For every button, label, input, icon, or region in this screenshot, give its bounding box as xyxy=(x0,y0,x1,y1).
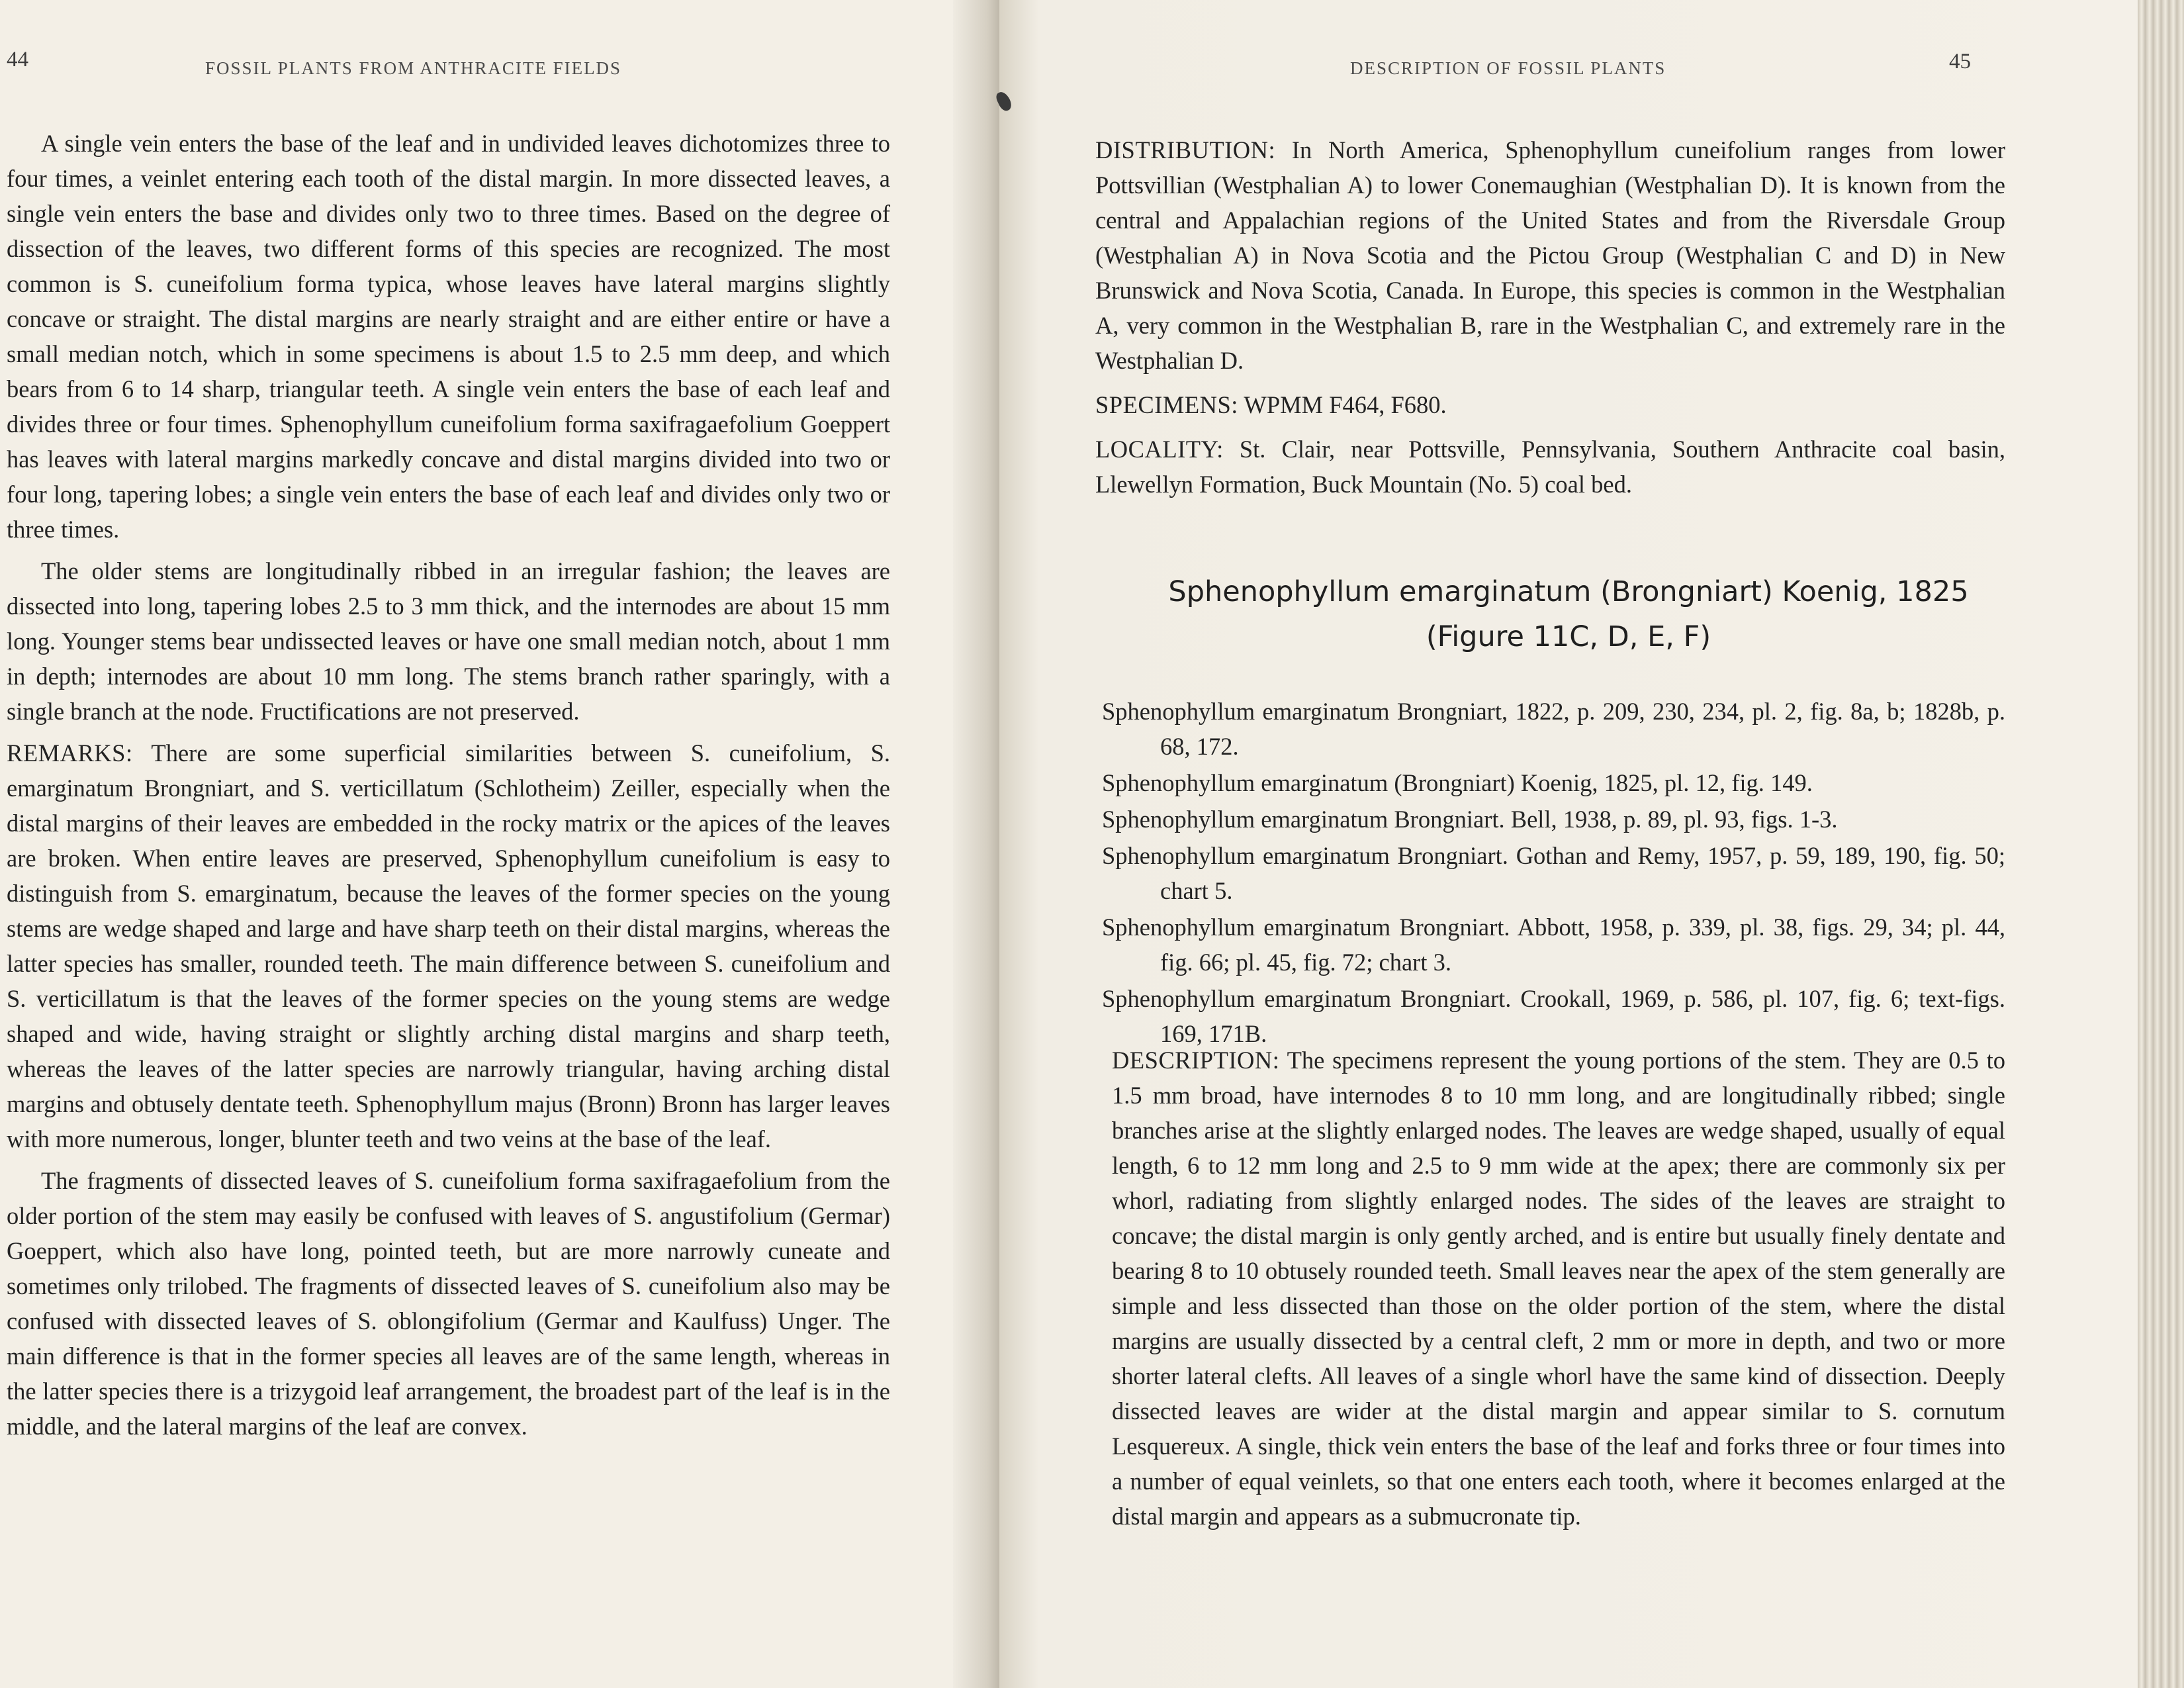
paragraph-text: WPMM F464, F680. xyxy=(1244,391,1447,418)
left-text-column xyxy=(7,126,890,1450)
section-label: REMARKS: xyxy=(7,739,133,767)
paragraph: The fragments of dissected leaves of S. cuneifolium forma saxifragaefolium from the older portion of the stem may easily be confused with leaves of S. angustifolium (Germar) Goeppert, which also have long, pointed teeth, but are more narrowly cuneate and sometimes only trilobed. The fragments of dissected leaves of S. cuneifolium also may be confused with dissected leaves of S. oblongifolium (Germar and Kaulfuss) Unger. The main difference is that in the former species all leaves are of the same length, whereas in the latter species there is a trizygoid leaf arrangement, the broadest part of the leaf is in the middle, and the lateral margins of the leaf are convex. xyxy=(7,1167,890,1440)
description-column xyxy=(1112,1043,2005,1540)
page-number: 45 xyxy=(1949,50,1971,73)
running-head: FOSSIL PLANTS FROM ANTHRACITE FIELDS xyxy=(205,58,622,78)
page-edge xyxy=(2138,0,2184,1688)
species-heading xyxy=(1099,569,2038,659)
left-page xyxy=(0,0,986,1688)
synonymy-entry: Sphenophyllum emarginatum Brongniart. Crookall, 1969, p. 586, pl. 107, fig. 6; text-figs. 169, 171B. xyxy=(1102,985,2005,1047)
synonymy-list xyxy=(1102,694,2005,1053)
specimens-paragraph xyxy=(1095,387,2005,422)
paragraph-text: There are some superficial similarities between S. cuneifolium, S. emarginatum Brongniart, and S. verticillatum (Schlotheim) Zeiller, especially when the distal margins of their leaves are embedded in the rocky matrix or the apices of the leaves are broken. When entire leaves are preserved, Sphenophyllum cuneifolium is easy to distinguish from S. emarginatum, because the leaves of the former species on the young stems are wedge shaped and large and have sharp teeth on their distal margins, whereas the latter species has smaller, rounded teeth. The main difference between S. cuneifolium and S. verticillatum is that the leaves of the former species on the young stems are wedge shaped and wide, having straight or slightly arching distal margins and sharp teeth, whereas the leaves of the latter species are narrowly triangular, having arching distal margins and obtusely dentate teeth. Sphenophyllum majus (Bronn) Bronn has larger leaves with more numerous, longer, blunter teeth and two veins at the base of the leaf. xyxy=(7,739,891,1152)
distribution-paragraph xyxy=(1095,132,2005,378)
paragraph: The older stems are longitudinally ribbed in an irregular fashion; the leaves are dissected into long, tapering lobes 2.5 to 3 mm thick, and the internodes are about 15 mm long. Younger stems bear undissected leaves or have one small median notch, about 1 mm in depth; internodes are about 10 mm long. The stems branch rather sparingly, with a single branch at the node. Fructifications are not preserved. xyxy=(7,557,890,725)
synonymy-entry: Sphenophyllum emarginatum Brongniart. Bell, 1938, p. 89, pl. 93, figs. 1-3. xyxy=(1102,806,1838,833)
section-label: DESCRIPTION: xyxy=(1112,1047,1280,1074)
paragraph-text: The specimens represent the young portions of the stem. They are 0.5 to 1.5 mm broad, have internodes 8 to 10 mm long, and are longitudinally ribbed; single branches arise at the slightly enlarged nodes. The leaves are wedge shaped, usually of equal length, 6 to 12 mm long and 2.5 to 9 mm wide at the apex; there are commonly six per whorl, radiating from slightly enlarged nodes. The sides of the leaves are straight to concave; the distal margin is only gently arched, and is entire but usually finely dentate and bearing 8 to 10 obtusely rounded teeth. Small leaves near the apex of the stem generally are simple and less dissected than those on the older portion of the stem, where the distal margins are usually dissected by a central cleft, 2 mm or more in depth, and two or more shorter lateral clefts. All leaves of a single whorl have the same kind of dissection. Deeply dissected leaves are wider at the distal margin and appear similar to S. cornutum Lesquereux. A single, thick vein enters the base of the leaf and forks three or four times into a number of equal veinlets, so that one enters each tooth, where it becomes enlarged at the distal margin and appears as a submucronate tip. xyxy=(1112,1047,2006,1530)
synonymy-entry: Sphenophyllum emarginatum Brongniart, 1822, p. 209, 230, 234, pl. 2, fig. 8a, b; 1828b, p. 68, 172. xyxy=(1102,698,2005,760)
figure-reference: (Figure 11C, D, E, F) xyxy=(1426,620,1711,653)
right-text-column-top xyxy=(1095,132,2005,508)
synonymy-entry: Sphenophyllum emarginatum Brongniart. Abbott, 1958, p. 339, pl. 38, figs. 29, 34; pl. 44, fig. 66; pl. 45, fig. 72; chart 3. xyxy=(1102,914,2005,976)
synonymy-entry: Sphenophyllum emarginatum (Brongniart) Koenig, 1825, pl. 12, fig. 149. xyxy=(1102,769,1813,796)
synonymy-entry: Sphenophyllum emarginatum Brongniart. Gothan and Remy, 1957, p. 59, 189, 190, fig. 50; chart 5. xyxy=(1102,842,2005,904)
paragraph: A single vein enters the base of the leaf and in undivided leaves dichotomizes three to four times, a veinlet entering each tooth of the distal margin. In more dissected leaves, a single vein enters the base and divides only two to three times. Based on the degree of dissection of the leaves, two different forms of this species are recognized. The most common is S. cuneifolium forma typica, whose leaves have lateral margins slightly concave or straight. The distal margins are nearly straight and are either entire or have a small median notch, which in some specimens is about 1.5 to 2.5 mm deep, and which bears from 6 to 14 sharp, triangular teeth. A single vein enters the base of each leaf and divides three or four times. Sphenophyllum cuneifolium forma saxifragaefolium Goeppert has leaves with lateral margins markedly concave and distal margins divided into two or four long, tapering lobes; a single vein enters the base of each leaf and divides only two or three times. xyxy=(7,130,890,543)
section-label: DISTRIBUTION: xyxy=(1095,136,1276,164)
section-label: SPECIMENS: xyxy=(1095,391,1238,418)
locality-paragraph xyxy=(1095,432,2005,502)
description-paragraph xyxy=(1112,1043,2005,1534)
paragraph-text: In North America, Sphenophyllum cuneifolium ranges from lower Pottsvillian (Westphalian A) to lower Conemaughian (Westphalian D). It is known from the central and Appalachian regions of the United States and from the Riversdale Group (Westphalian A) in Nova Scotia and the Pictou Group (Westphalian C and D) in New Brunswick and Nova Scotia, Canada. In Europe, this species is common in the Westphalian A, very common in the Westphalian B, rare in the Westphalian C, and extremely rare in the Westphalian D. xyxy=(1095,136,2005,374)
page-number: 44 xyxy=(7,48,28,71)
species-heading-line: Sphenophyllum emarginatum (Brongniart) Koenig, 1825 xyxy=(1168,575,1969,608)
remarks-paragraph xyxy=(7,735,890,1156)
paragraph-text: St. Clair, near Pottsville, Pennsylvania, Southern Anthracite coal basin, Llewellyn Formation, Buck Mountain (No. 5) coal bed. xyxy=(1095,436,2005,498)
running-head: DESCRIPTION OF FOSSIL PLANTS xyxy=(1350,58,1666,78)
section-label: LOCALITY: xyxy=(1095,436,1224,463)
